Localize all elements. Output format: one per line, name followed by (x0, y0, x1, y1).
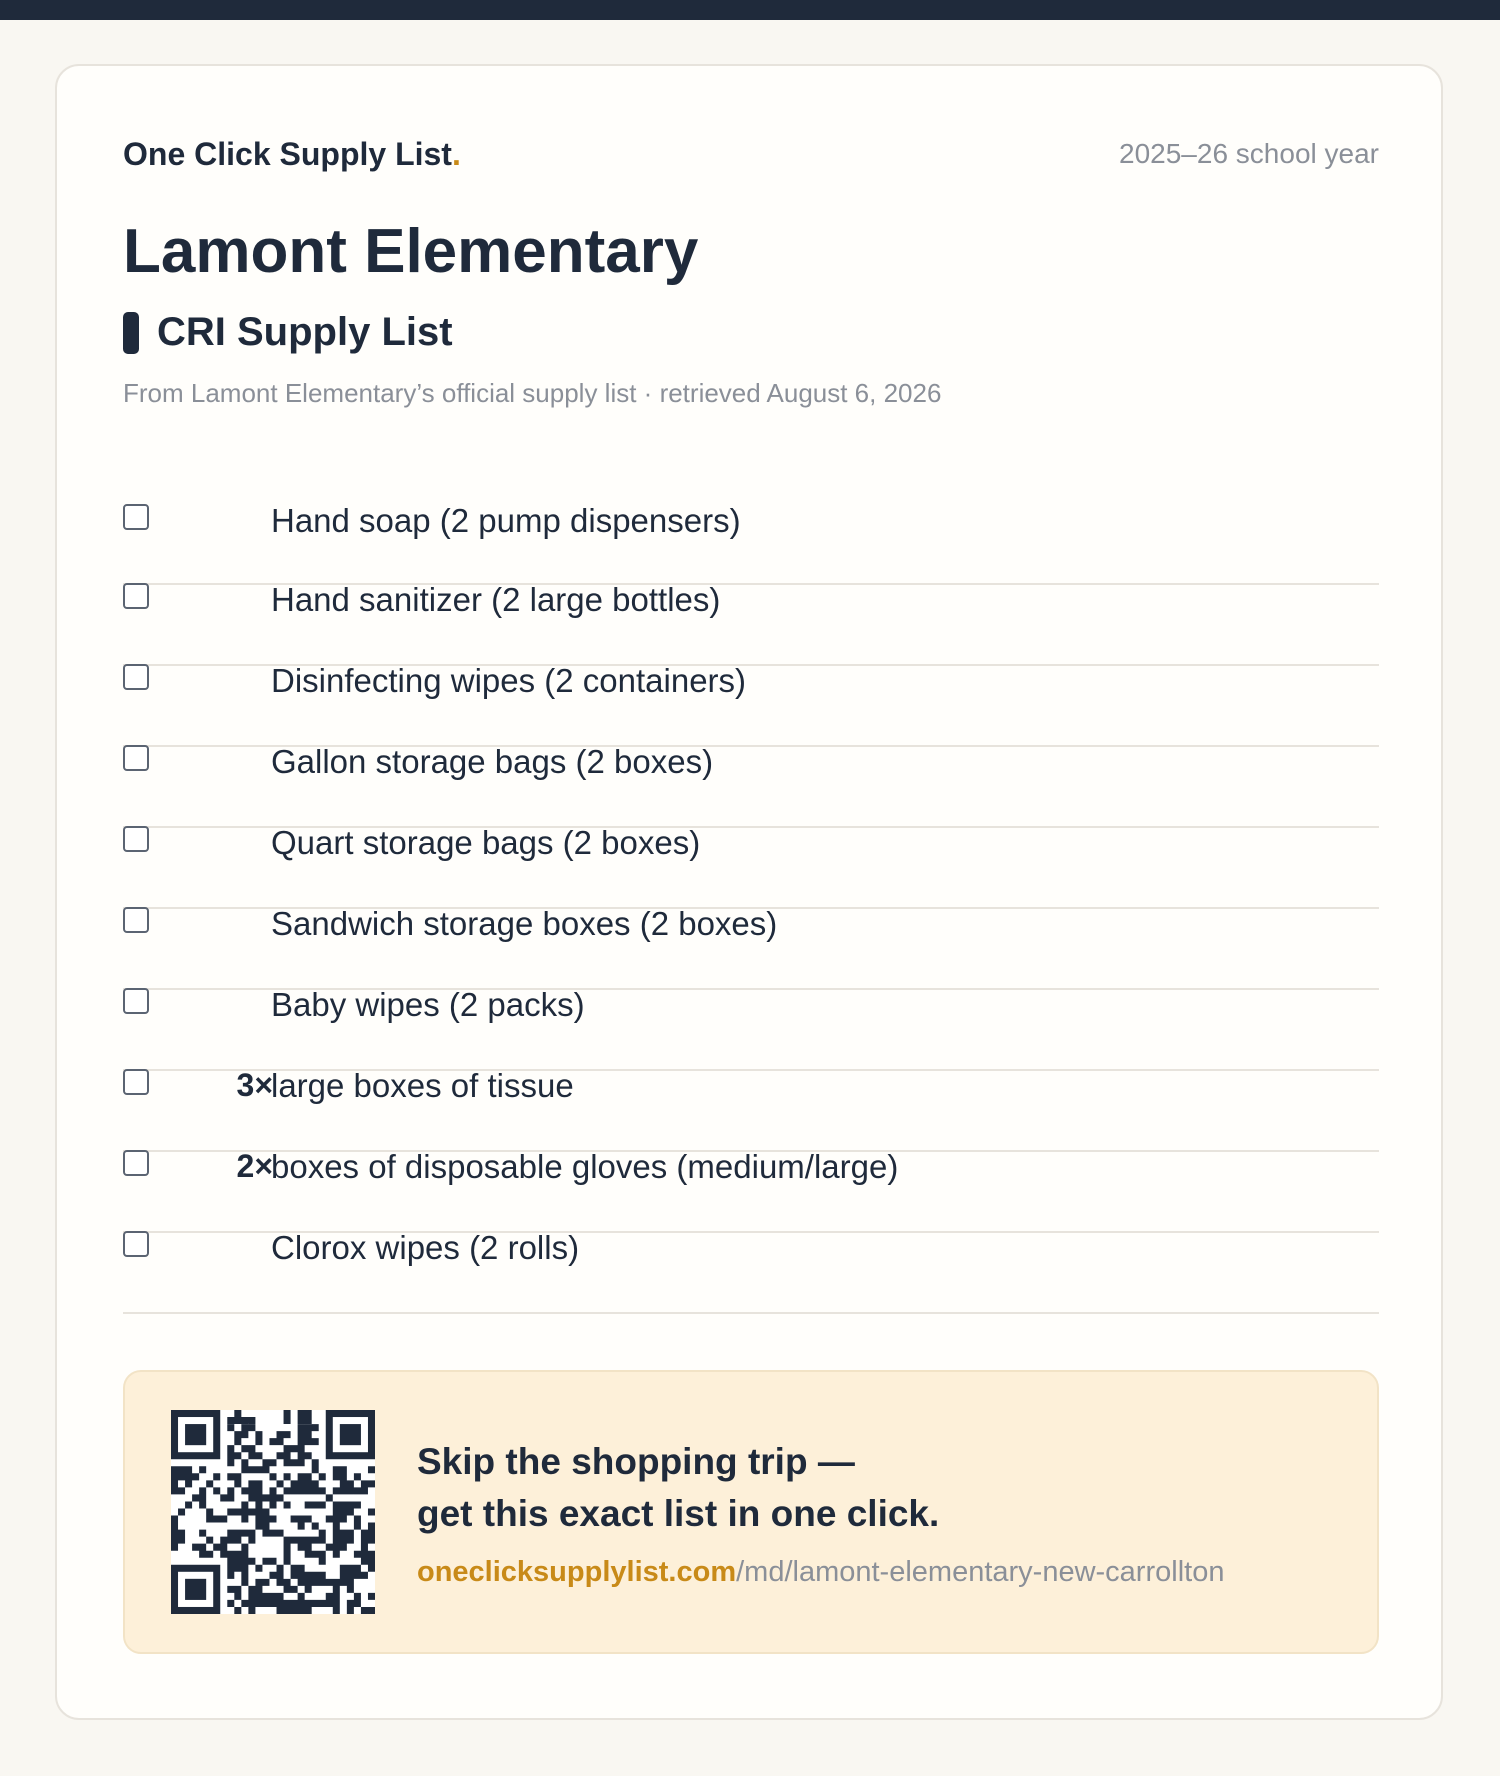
supply-item (123, 743, 1379, 828)
supply-item (123, 502, 1379, 585)
item-checkbox[interactable] (123, 1069, 149, 1095)
item-checkbox[interactable] (123, 988, 149, 1014)
school-name: Lamont Elementary (123, 217, 699, 286)
item-quantity: 2× (236, 1148, 273, 1184)
list-title (123, 310, 453, 360)
supply-item (123, 662, 1379, 747)
item-checkbox[interactable] (123, 664, 149, 690)
item-checkbox[interactable] (123, 504, 149, 530)
top-bar (0, 0, 1500, 20)
promo-box (123, 1370, 1379, 1654)
item-label: Hand soap (2 pump dispensers) (271, 502, 741, 539)
item-checkbox[interactable] (123, 907, 149, 933)
supply-item (123, 1148, 1379, 1233)
brand-logo (123, 136, 461, 173)
supply-item (123, 824, 1379, 909)
source-note: From Lamont Elementary’s official supply list · retrieved August 6, 2026 (123, 378, 942, 408)
promo-url-domain[interactable]: oneclicksupplylist.com (417, 1556, 737, 1588)
supply-item (123, 986, 1379, 1071)
item-checkbox[interactable] (123, 826, 149, 852)
item-label: Baby wipes (2 packs) (271, 986, 585, 1023)
brand-row (123, 136, 1379, 176)
supply-list-card (55, 64, 1443, 1720)
school-year: 2025–26 school year (1119, 138, 1379, 169)
promo-line-1: Skip the shopping trip — (417, 1441, 855, 1482)
brand-dot: . (451, 136, 461, 172)
title-accent-bar (123, 312, 139, 354)
promo-headline (417, 1436, 939, 1540)
item-label: boxes of disposable gloves (medium/large) (271, 1148, 899, 1185)
supply-item (123, 905, 1379, 990)
item-label: large boxes of tissue (271, 1067, 574, 1104)
item-label: Quart storage bags (2 boxes) (271, 824, 701, 861)
item-checkbox[interactable] (123, 1231, 149, 1257)
qr-code-graphic (171, 1410, 375, 1614)
item-label: Hand sanitizer (2 large bottles) (271, 581, 721, 618)
supply-item (123, 1229, 1379, 1314)
supply-items (123, 502, 1379, 1314)
item-quantity: 3× (236, 1067, 273, 1103)
item-label: Clorox wipes (2 rolls) (271, 1229, 580, 1266)
brand-name: One Click Supply List (123, 136, 452, 172)
item-checkbox[interactable] (123, 583, 149, 609)
promo-url-path[interactable]: /md/lamont-elementary-new-carrollton (736, 1556, 1225, 1588)
item-label: Disinfecting wipes (2 containers) (271, 662, 747, 699)
promo-link[interactable] (417, 1556, 1224, 1589)
item-checkbox[interactable] (123, 1150, 149, 1176)
item-checkbox[interactable] (123, 745, 149, 771)
promo-line-2: get this exact list in one click. (417, 1493, 940, 1534)
supply-item (123, 1067, 1379, 1152)
supply-item (123, 581, 1379, 666)
item-label: Sandwich storage boxes (2 boxes) (271, 905, 778, 942)
item-label: Gallon storage bags (2 boxes) (271, 743, 714, 780)
qr-code-icon[interactable] (171, 1410, 375, 1614)
list-title-text: CRI Supply List (157, 310, 453, 354)
